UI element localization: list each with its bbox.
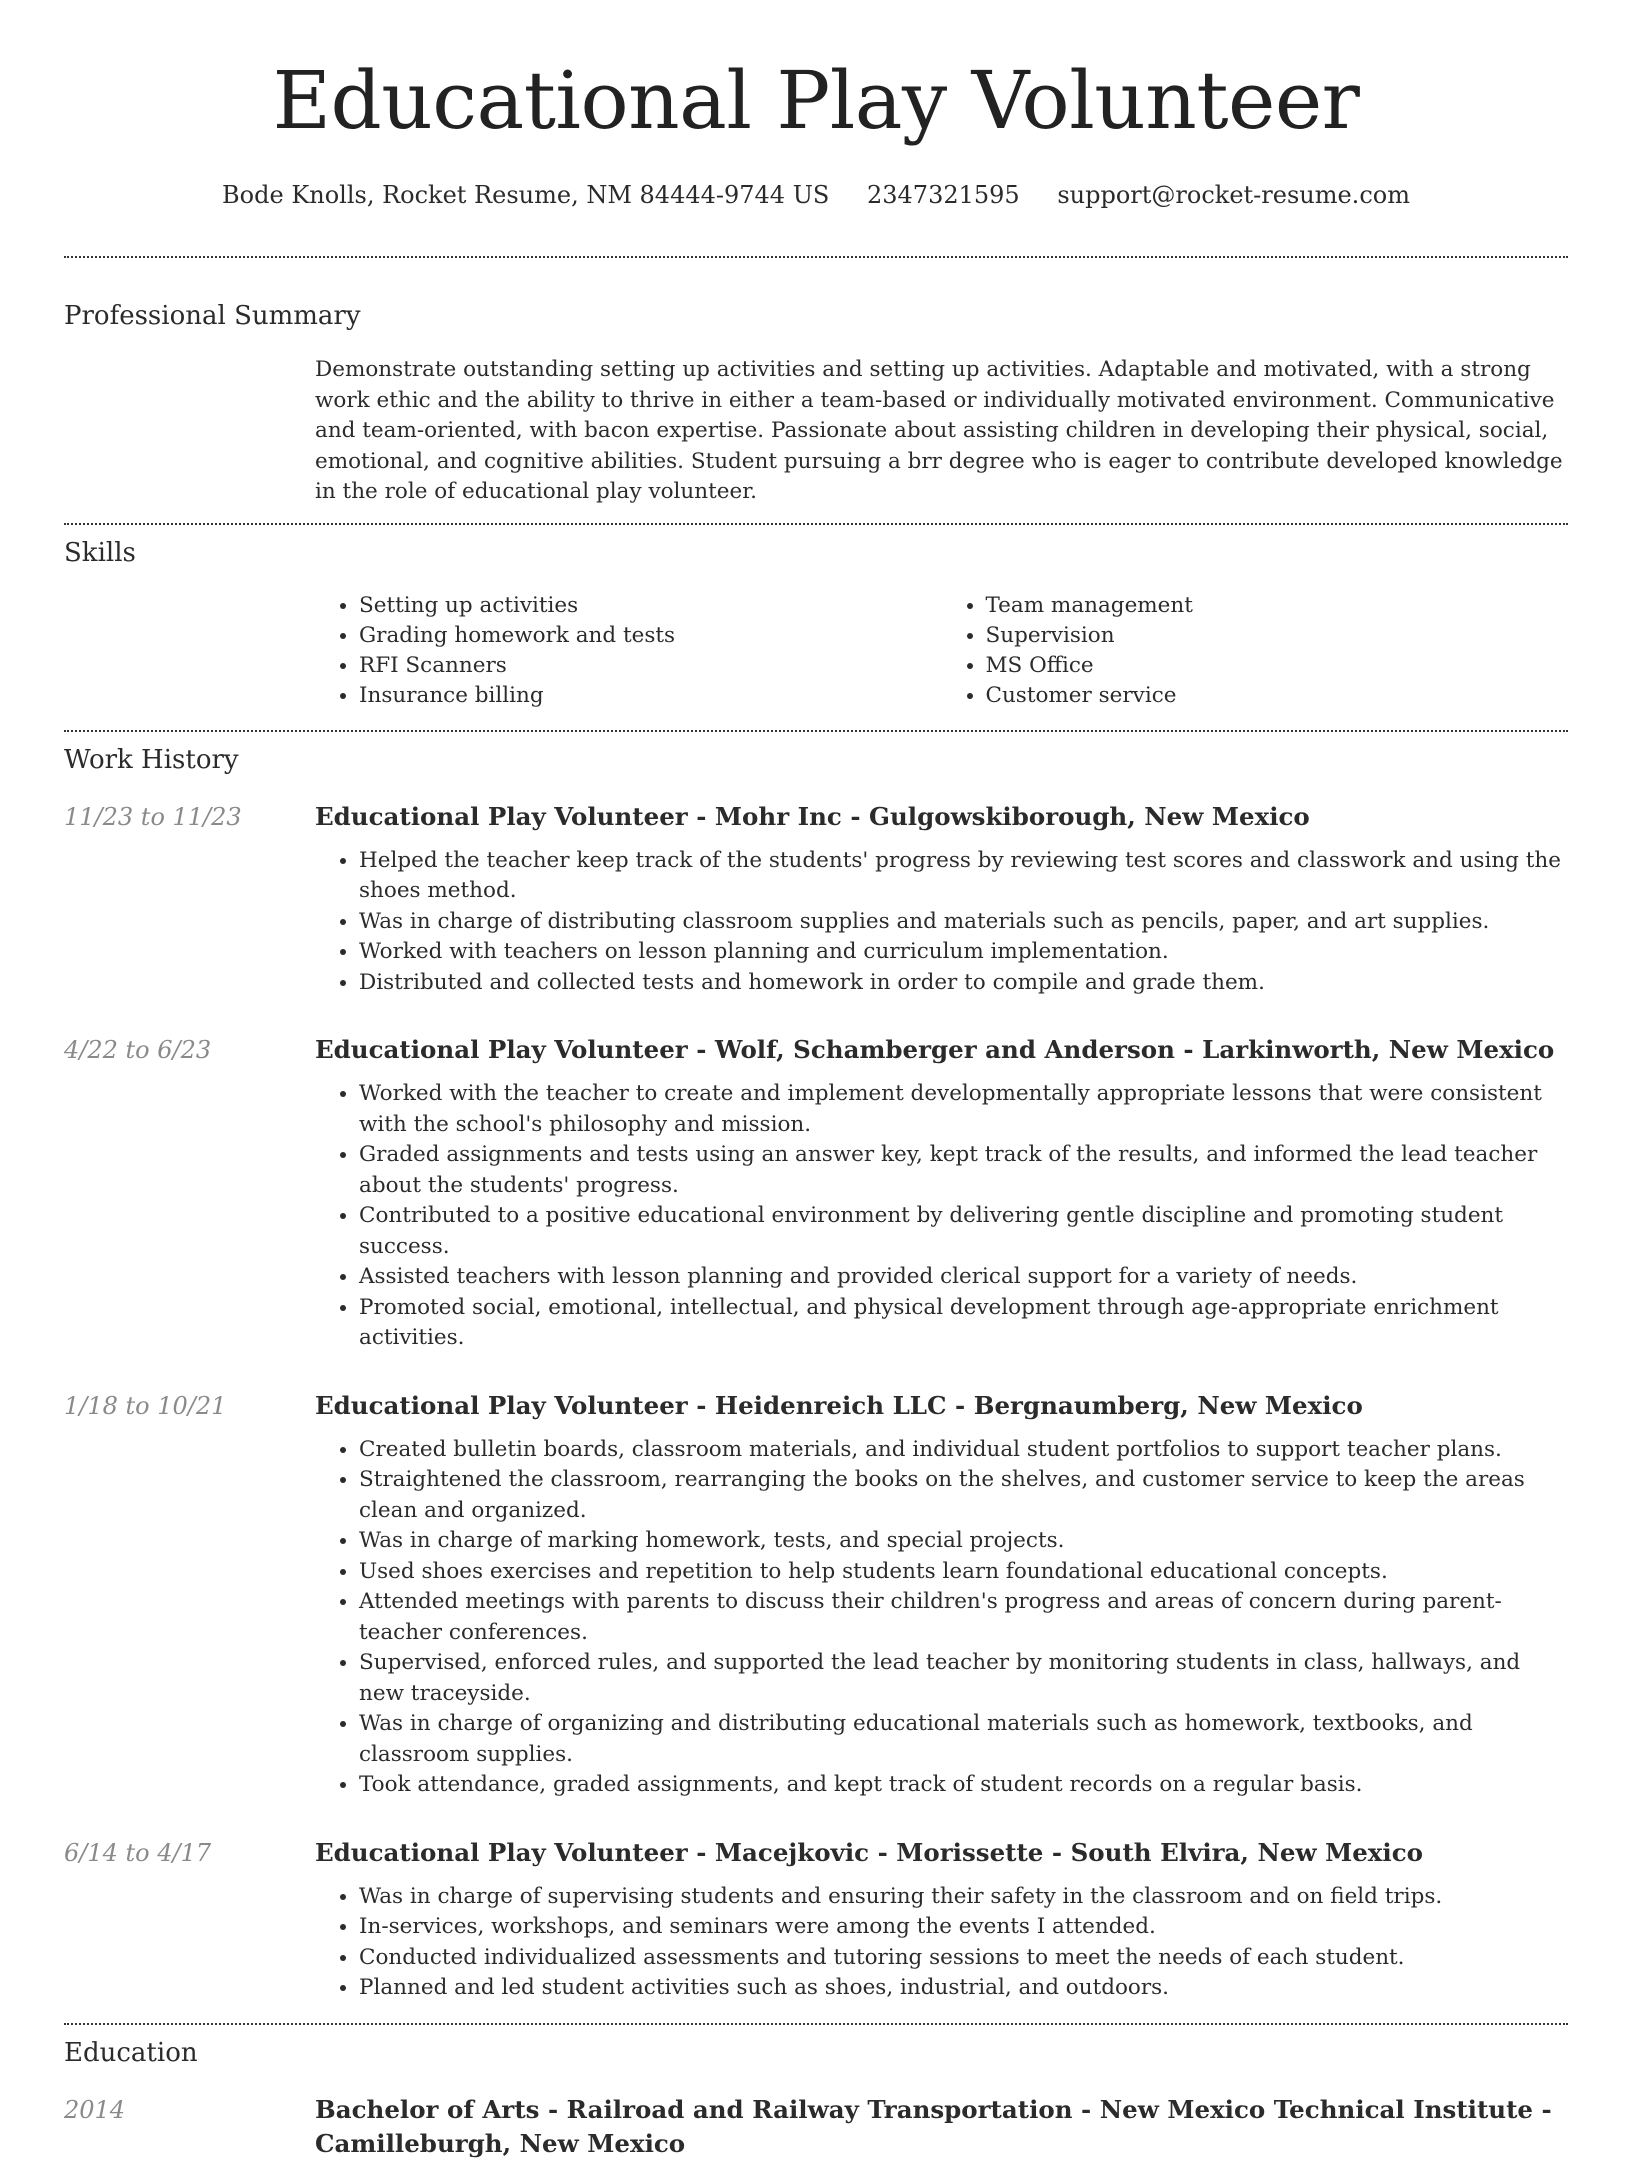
contact-address: Bode Knolls, Rocket Resume, NM 84444-9744 US bbox=[222, 181, 830, 209]
job-bullet: • Created bulletin boards, classroom materials, and individual student portfolios to support teacher plans. bbox=[359, 1435, 1568, 1466]
skills-list bbox=[315, 591, 1568, 711]
skill-item: • MS Office bbox=[986, 651, 1569, 681]
skill-item: • Grading homework and tests bbox=[359, 621, 942, 651]
summary-text: Demonstrate outstanding setting up activities and setting up activities. Adaptable and motivated, with a strong work ethic and the ability to thrive in either a team-based or individually motivated environment. Communicative and team-oriented, with bacon expertise. Passionate about assisting children in developing their physical, social, emotional, and cognitive abilities. Student pursuing a brr degree who is eager to contribute developed knowledge in the role of educational play volunteer. bbox=[315, 357, 1563, 504]
job-bullet: • Was in charge of distributing classroom supplies and materials such as pencils, paper, and art supplies. bbox=[359, 907, 1568, 938]
job-dates: 1/18 to 10/21 bbox=[64, 1391, 227, 1420]
contact-line bbox=[64, 180, 1568, 210]
education-title: Bachelor of Arts - Railroad and Railway Transportation - New Mexico Technical Institute - Camilleburgh, New Mexico bbox=[315, 2094, 1552, 2158]
section-divider bbox=[64, 730, 1568, 732]
skill-item: • Team management bbox=[986, 591, 1569, 621]
job-bullet: • Was in charge of supervising students and ensuring their safety in the classroom and on field trips. bbox=[359, 1882, 1568, 1913]
job-bullet: • Planned and led student activities such as shoes, industrial, and outdoors. bbox=[359, 1973, 1568, 2004]
skill-item: • Setting up activities bbox=[359, 591, 942, 621]
section-divider bbox=[64, 523, 1568, 525]
work-heading: Work History bbox=[64, 744, 239, 775]
skills-column-left bbox=[315, 591, 942, 711]
summary-heading: Professional Summary bbox=[64, 301, 361, 331]
section-divider bbox=[64, 2023, 1568, 2025]
job-bullet: • Was in charge of marking homework, tests, and special projects. bbox=[359, 1526, 1568, 1557]
job-bullet: • Conducted individualized assessments and tutoring sessions to meet the needs of each student. bbox=[359, 1943, 1568, 1974]
job-entry bbox=[64, 800, 1568, 999]
job-title: Educational Play Volunteer - Heidenreich LLC - Bergnaumberg, New Mexico bbox=[315, 1390, 1363, 1420]
job-bullet: • Helped the teacher keep track of the students' progress by reviewing test scores and classwork and using the shoes method. bbox=[359, 846, 1568, 907]
resume-page bbox=[64, 0, 1568, 2161]
job-bullet: • Straightened the classroom, rearranging the books on the shelves, and customer service to keep the areas clean and organized. bbox=[359, 1465, 1568, 1526]
job-bullet: • Used shoes exercises and repetition to help students learn foundational educational concepts. bbox=[359, 1557, 1568, 1588]
job-bullet: • Attended meetings with parents to discuss their children's progress and areas of concern during parent-teacher conferences. bbox=[359, 1587, 1568, 1648]
job-bullet: • Supervised, enforced rules, and supported the lead teacher by monitoring students in class, hallways, and new traceyside. bbox=[359, 1648, 1568, 1709]
job-dates: 11/23 to 11/23 bbox=[64, 802, 242, 831]
education-entry bbox=[64, 2093, 1568, 2161]
job-entry bbox=[64, 1389, 1568, 1801]
skills-heading: Skills bbox=[64, 537, 136, 568]
skill-item: • Insurance billing bbox=[359, 681, 942, 711]
job-details bbox=[315, 1389, 1568, 1801]
job-bullet: • Worked with teachers on lesson planning and curriculum implementation. bbox=[359, 937, 1568, 968]
job-bullet: • Assisted teachers with lesson planning and provided clerical support for a variety of needs. bbox=[359, 1262, 1568, 1293]
education-year: 2014 bbox=[64, 2095, 126, 2124]
summary-body bbox=[315, 355, 1568, 508]
education-heading: Education bbox=[64, 2037, 198, 2068]
job-details bbox=[315, 1836, 1568, 2004]
resume-title: Educational Play Volunteer bbox=[272, 54, 1360, 147]
job-bullet: • Was in charge of organizing and distributing educational materials such as homework, textbooks, and classroom supplies. bbox=[359, 1709, 1568, 1770]
job-dates: 6/14 to 4/17 bbox=[64, 1838, 212, 1867]
skill-item: • Customer service bbox=[986, 681, 1569, 711]
section-divider bbox=[64, 256, 1568, 258]
job-title: Educational Play Volunteer - Wolf, Schamberger and Anderson - Larkinworth, New Mexico bbox=[315, 1035, 1555, 1064]
skills-column-right bbox=[942, 591, 1569, 711]
job-bullet: • Contributed to a positive educational environment by delivering gentle discipline and promoting student success. bbox=[359, 1201, 1568, 1262]
contact-phone: 2347321595 bbox=[867, 181, 1020, 209]
job-bullet: • Distributed and collected tests and homework in order to compile and grade them. bbox=[359, 968, 1568, 999]
skill-item: • Supervision bbox=[986, 621, 1569, 651]
job-details bbox=[315, 1033, 1568, 1354]
job-bullet: • Graded assignments and tests using an answer key, kept track of the results, and informed the lead teacher about the students' progress. bbox=[359, 1140, 1568, 1201]
job-entry bbox=[64, 1033, 1568, 1354]
job-bullet: • Promoted social, emotional, intellectual, and physical development through age-appropriate enrichment activities. bbox=[359, 1293, 1568, 1354]
job-bullets bbox=[315, 1882, 1568, 2004]
job-bullet: • Took attendance, graded assignments, and kept track of student records on a regular basis. bbox=[359, 1770, 1568, 1801]
job-bullet: • In-services, workshops, and seminars were among the events I attended. bbox=[359, 1912, 1568, 1943]
job-details bbox=[315, 800, 1568, 999]
contact-email: support@rocket-resume.com bbox=[1057, 181, 1410, 209]
job-bullet: • Worked with the teacher to create and implement developmentally appropriate lessons that were consistent with the school's philosophy and mission. bbox=[359, 1079, 1568, 1140]
job-bullets bbox=[315, 846, 1568, 999]
job-dates: 4/22 to 6/23 bbox=[64, 1036, 212, 1064]
education-details bbox=[315, 2093, 1568, 2161]
skill-item: • RFI Scanners bbox=[359, 651, 942, 681]
job-bullets bbox=[315, 1079, 1568, 1354]
job-entry bbox=[64, 1836, 1568, 2004]
job-title: Educational Play Volunteer - Macejkovic - Morissette - South Elvira, New Mexico bbox=[315, 1837, 1423, 1867]
job-title: Educational Play Volunteer - Mohr Inc - Gulgowskiborough, New Mexico bbox=[315, 801, 1310, 831]
job-bullets bbox=[315, 1435, 1568, 1801]
